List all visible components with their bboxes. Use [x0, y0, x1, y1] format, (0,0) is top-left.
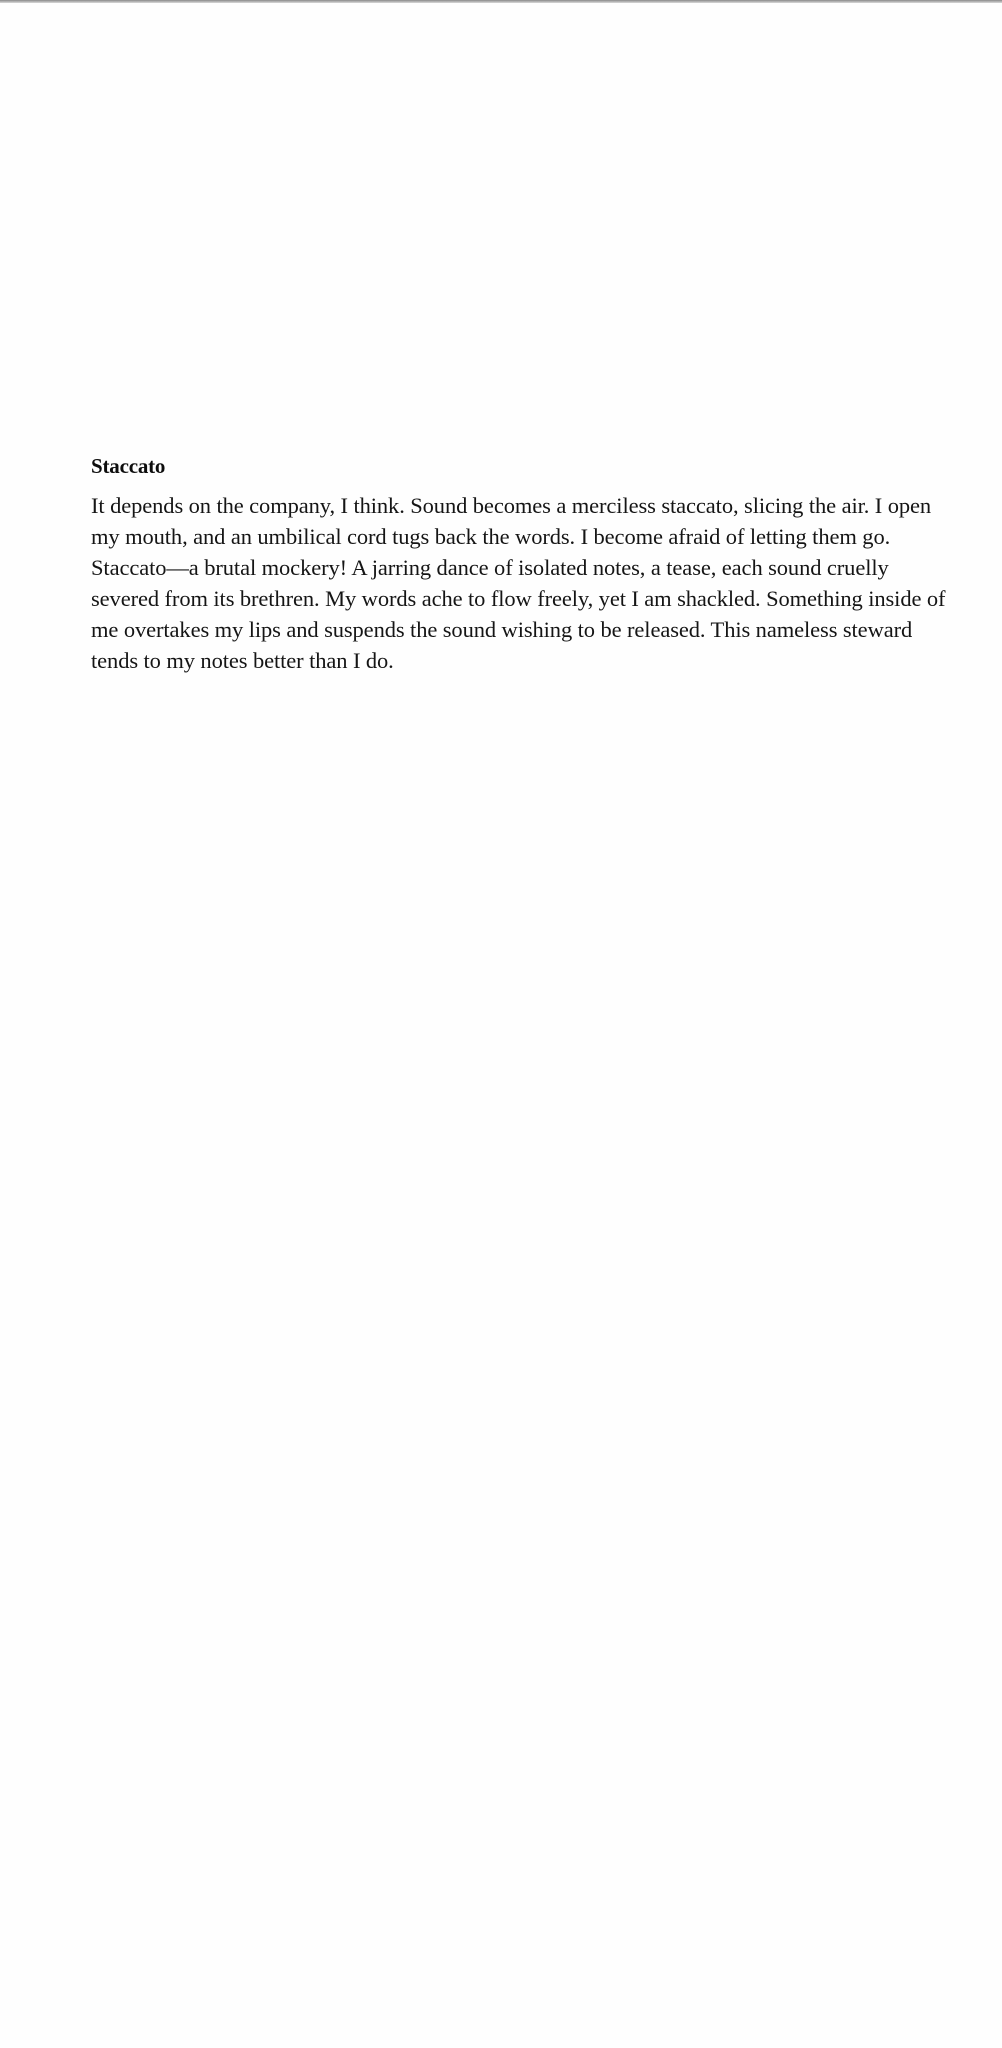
- window-top-edge: [0, 0, 1002, 3]
- section-title: Staccato: [91, 454, 166, 478]
- body-paragraph: It depends on the company, I think. Sound becomes a merciless staccato, slicing the air. I open my mouth, and an umbilical cord tugs back the words. I become afraid of letting them go. Staccato—a brutal mockery! A jarring dance of isolated notes, a tease, each sound cruelly severed from its brethren. My words ache to flow freely, yet I am shackled. Something inside of me overtakes my lips and suspends the sound wishing to be released. This nameless steward tends to my notes better than I do.: [91, 493, 946, 673]
- document-page: [91, 450, 946, 676]
